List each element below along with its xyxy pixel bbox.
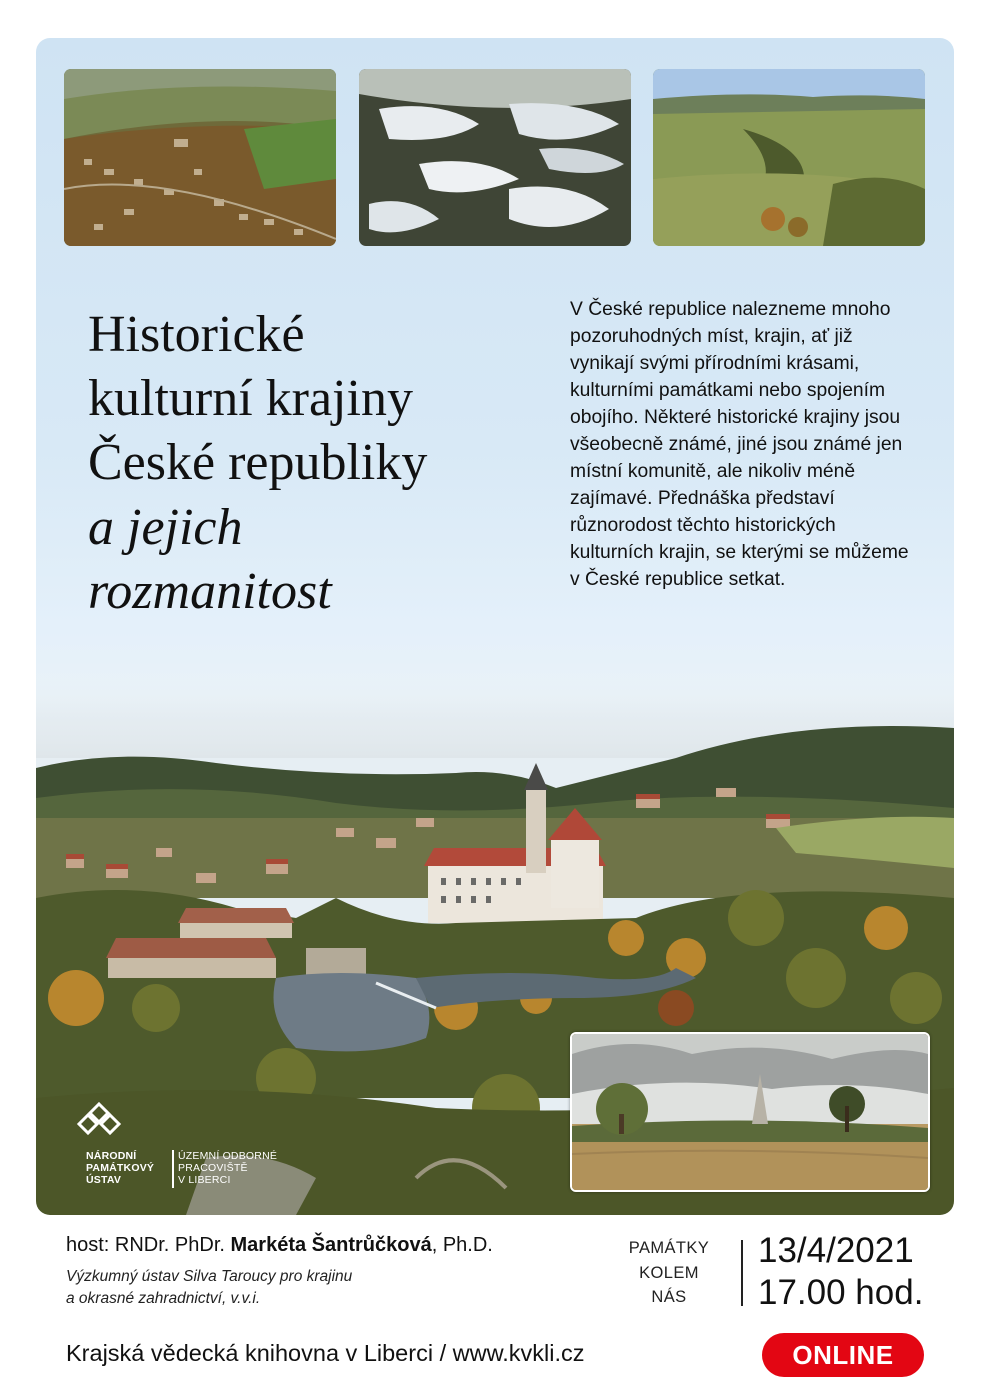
lecturer-institution bbox=[66, 1266, 352, 1310]
title-line-1: Historické bbox=[88, 306, 305, 363]
poster-subtitle bbox=[88, 496, 518, 624]
npu-branch-name: ÚZEMNÍ ODBORNÉ PRACOVIŠTĚ V LIBERCI bbox=[178, 1150, 278, 1186]
npu-logo-icon bbox=[74, 1100, 124, 1144]
event-date: 13/4/2021 bbox=[758, 1231, 914, 1270]
library-link[interactable]: Krajská vědecká knihovna v Liberci / www.kvkli.cz bbox=[66, 1340, 585, 1366]
green-hills-photo bbox=[653, 69, 925, 246]
institution-line-1: Výzkumný ústav Silva Taroucy pro krajinu bbox=[66, 1268, 353, 1285]
monument-field-photo bbox=[570, 1032, 930, 1192]
host-suffix: , Ph.D. bbox=[431, 1234, 493, 1256]
title-line-3: České republiky bbox=[88, 434, 428, 491]
series-line-1: PAMÁTKY bbox=[628, 1239, 710, 1257]
poster-panel bbox=[36, 38, 954, 1215]
npu-divider bbox=[172, 1150, 174, 1188]
title-line-2: kulturní krajiny bbox=[88, 370, 413, 427]
snowy-landscape-photo bbox=[359, 69, 631, 246]
aerial-village-photo bbox=[64, 69, 336, 246]
lecture-description: V České republice nalezneme mnoho pozoruhodných míst, krajin, ať již vynikají svými přírodními krásami, kulturními památkami nebo spojením obojího. Některé historické krajiny jsou všeobecně známé, jiné jsou známé jen místní komunitě, ale nikoliv méně zajímavé. Přednáška představí různorodost těchto historických kulturních krajin, se kterými se můžeme v České republice setkat. bbox=[570, 299, 909, 590]
event-time: 17.00 hod. bbox=[758, 1273, 924, 1312]
online-badge: ONLINE bbox=[762, 1333, 924, 1377]
series-name bbox=[615, 1236, 723, 1310]
npu-org-name: NÁRODNÍ PAMÁTKOVÝ ÚSTAV bbox=[86, 1150, 155, 1186]
poster-title bbox=[88, 303, 568, 495]
lecturer-line bbox=[66, 1234, 493, 1257]
series-line-3: NÁS bbox=[651, 1288, 687, 1306]
host-prefix: host: RNDr. PhDr. bbox=[66, 1234, 231, 1256]
host-name: Markéta Šantrůčková bbox=[230, 1234, 432, 1256]
subtitle-line-1: a jejich bbox=[88, 499, 243, 556]
npu-logo bbox=[74, 1100, 304, 1196]
institution-line-2: a okrasné zahradnictví, v.v.i. bbox=[66, 1290, 261, 1307]
series-line-2: KOLEM bbox=[639, 1263, 699, 1282]
footer-divider bbox=[741, 1240, 743, 1306]
subtitle-line-2: rozmanitost bbox=[88, 563, 332, 620]
